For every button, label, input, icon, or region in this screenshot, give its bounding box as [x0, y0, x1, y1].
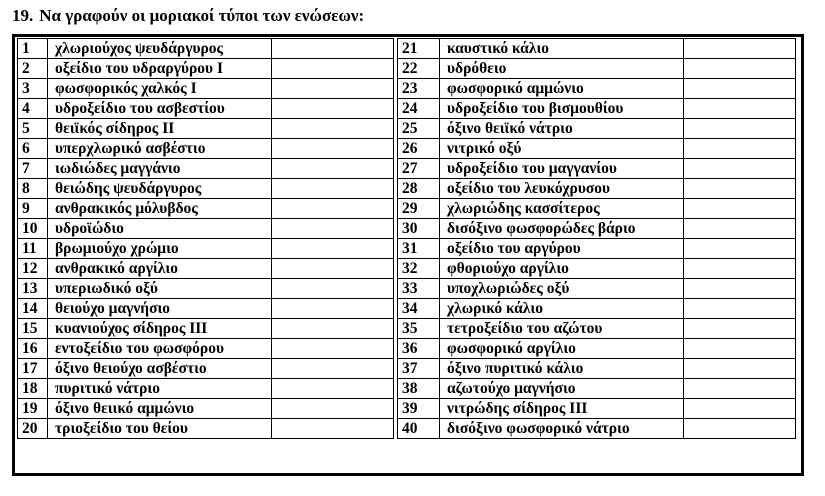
exercise-number: 19. — [12, 6, 34, 25]
compound-name: οξείδιο του λευκόχρυσου — [440, 179, 684, 199]
formula-answer-cell[interactable] — [684, 59, 796, 79]
table-row — [18, 339, 796, 359]
formula-answer-cell[interactable] — [684, 199, 796, 219]
table-row — [18, 99, 796, 119]
compound-name: όξινο θειούχο ασβέστιο — [48, 359, 272, 379]
compounds-table-frame — [12, 34, 804, 476]
compound-number: 4 — [18, 99, 48, 119]
compound-name: τριοξείδιο του θείου — [48, 419, 272, 439]
compound-number: 17 — [18, 359, 48, 379]
compound-name: υποχλωριώδες οξύ — [440, 279, 684, 299]
formula-answer-cell[interactable] — [684, 99, 796, 119]
formula-answer-cell[interactable] — [272, 99, 394, 119]
compound-name: υδρόθειο — [440, 59, 684, 79]
table-row — [18, 239, 796, 259]
compound-name: δισόξινο φωσφορικό νάτριο — [440, 419, 684, 439]
compound-number: 22 — [398, 59, 440, 79]
compound-name: οξείδιο του υδραργύρου Ι — [48, 59, 272, 79]
compound-number: 11 — [18, 239, 48, 259]
compound-number: 30 — [398, 219, 440, 239]
formula-answer-cell[interactable] — [272, 319, 394, 339]
formula-answer-cell[interactable] — [272, 199, 394, 219]
compound-number: 19 — [18, 399, 48, 419]
formula-answer-cell[interactable] — [684, 39, 796, 59]
formula-answer-cell[interactable] — [272, 359, 394, 379]
compound-name: θειούχο μαγνήσιο — [48, 299, 272, 319]
table-row — [18, 379, 796, 399]
compound-name: φωσφορικό αμμώνιο — [440, 79, 684, 99]
compound-name: υπερχλωρικό ασβέστιο — [48, 139, 272, 159]
compound-number: 29 — [398, 199, 440, 219]
exercise-instruction: Να γραφούν οι μοριακοί τύποι των ενώσεων: — [39, 6, 365, 25]
compound-number: 13 — [18, 279, 48, 299]
table-row — [18, 119, 796, 139]
compound-number: 32 — [398, 259, 440, 279]
compound-name: υδροξείδιο του μαγγανίου — [440, 159, 684, 179]
formula-answer-cell[interactable] — [684, 299, 796, 319]
compound-number: 18 — [18, 379, 48, 399]
compound-number: 15 — [18, 319, 48, 339]
compound-number: 38 — [398, 379, 440, 399]
formula-answer-cell[interactable] — [272, 139, 394, 159]
compound-number: 20 — [18, 419, 48, 439]
formula-answer-cell[interactable] — [272, 219, 394, 239]
formula-answer-cell[interactable] — [272, 119, 394, 139]
compound-number: 26 — [398, 139, 440, 159]
formula-answer-cell[interactable] — [272, 39, 394, 59]
compound-number: 25 — [398, 119, 440, 139]
formula-answer-cell[interactable] — [684, 419, 796, 439]
compound-number: 39 — [398, 399, 440, 419]
compound-name: υδροϊώδιο — [48, 219, 272, 239]
compound-name: θειϊκός σίδηρος ΙΙ — [48, 119, 272, 139]
compound-number: 8 — [18, 179, 48, 199]
formula-answer-cell[interactable] — [684, 119, 796, 139]
compound-name: κυανιούχος σίδηρος ΙΙΙ — [48, 319, 272, 339]
compound-number: 10 — [18, 219, 48, 239]
formula-answer-cell[interactable] — [272, 399, 394, 419]
formula-answer-cell[interactable] — [684, 179, 796, 199]
formula-answer-cell[interactable] — [272, 379, 394, 399]
formula-answer-cell[interactable] — [272, 419, 394, 439]
compound-name: πυριτικό νάτριο — [48, 379, 272, 399]
compound-number: 1 — [18, 39, 48, 59]
table-row — [18, 79, 796, 99]
compound-number: 35 — [398, 319, 440, 339]
compound-name: υδροξείδιο του βισμουθίου — [440, 99, 684, 119]
compound-number: 40 — [398, 419, 440, 439]
compound-number: 5 — [18, 119, 48, 139]
formula-answer-cell[interactable] — [272, 279, 394, 299]
compound-number: 12 — [18, 259, 48, 279]
table-row — [18, 399, 796, 419]
formula-answer-cell[interactable] — [272, 239, 394, 259]
compound-name: τετροξείδιο του αζώτου — [440, 319, 684, 339]
table-row — [18, 139, 796, 159]
compound-number: 14 — [18, 299, 48, 319]
table-row — [18, 39, 796, 59]
compound-name: εντοξείδιο του φωσφόρου — [48, 339, 272, 359]
formula-answer-cell[interactable] — [272, 179, 394, 199]
table-row — [18, 199, 796, 219]
table-row — [18, 259, 796, 279]
compound-name: ιωδιώδες μαγγάνιο — [48, 159, 272, 179]
formula-answer-cell[interactable] — [684, 399, 796, 419]
table-row — [18, 299, 796, 319]
compound-name: ανθρακικό αργίλιο — [48, 259, 272, 279]
compound-name: βρωμιούχο χρώμιο — [48, 239, 272, 259]
compound-name: καυστικό κάλιο — [440, 39, 684, 59]
compound-name: φωσφορικό αργίλιο — [440, 339, 684, 359]
compounds-table — [17, 38, 796, 439]
formula-answer-cell[interactable] — [272, 79, 394, 99]
table-row — [18, 59, 796, 79]
compound-number: 9 — [18, 199, 48, 219]
compound-number: 21 — [398, 39, 440, 59]
formula-answer-cell[interactable] — [684, 239, 796, 259]
formula-answer-cell[interactable] — [684, 159, 796, 179]
table-row — [18, 279, 796, 299]
compound-name: ανθρακικός μόλυβδος — [48, 199, 272, 219]
table-row — [18, 419, 796, 439]
formula-answer-cell[interactable] — [684, 219, 796, 239]
compound-number: 37 — [398, 359, 440, 379]
formula-answer-cell[interactable] — [272, 59, 394, 79]
compound-name: όξινο πυριτικό κάλιο — [440, 359, 684, 379]
compound-number: 34 — [398, 299, 440, 319]
table-row — [18, 159, 796, 179]
table-row — [18, 319, 796, 339]
compound-name: νιτρώδης σίδηρος ΙΙΙ — [440, 399, 684, 419]
table-row — [18, 179, 796, 199]
compound-number: 31 — [398, 239, 440, 259]
formula-answer-cell[interactable] — [684, 379, 796, 399]
compound-name: χλωριούχος ψευδάργυρος — [48, 39, 272, 59]
compound-name: φωσφορικός χαλκός Ι — [48, 79, 272, 99]
compound-number: 6 — [18, 139, 48, 159]
formula-answer-cell[interactable] — [272, 339, 394, 359]
compound-number: 16 — [18, 339, 48, 359]
compound-name: δισόξινο φωσφορώδες βάριο — [440, 219, 684, 239]
formula-answer-cell[interactable] — [272, 159, 394, 179]
table-row — [18, 359, 796, 379]
compound-number: 36 — [398, 339, 440, 359]
compound-name: νιτρικό οξύ — [440, 139, 684, 159]
compound-name: χλωριώδης κασσίτερος — [440, 199, 684, 219]
formula-answer-cell[interactable] — [684, 79, 796, 99]
formula-answer-cell[interactable] — [684, 279, 796, 299]
formula-answer-cell[interactable] — [272, 259, 394, 279]
compound-number: 2 — [18, 59, 48, 79]
exercise-title — [12, 6, 364, 26]
compound-number: 3 — [18, 79, 48, 99]
formula-answer-cell[interactable] — [684, 359, 796, 379]
formula-answer-cell[interactable] — [684, 139, 796, 159]
formula-answer-cell[interactable] — [272, 299, 394, 319]
compound-number: 27 — [398, 159, 440, 179]
formula-answer-cell[interactable] — [684, 319, 796, 339]
formula-answer-cell[interactable] — [684, 259, 796, 279]
compound-name: φθοριούχο αργίλιο — [440, 259, 684, 279]
compound-number: 7 — [18, 159, 48, 179]
compound-name: όξινο θειικό αμμώνιο — [48, 399, 272, 419]
compound-name: όξινο θειϊκό νάτριο — [440, 119, 684, 139]
compound-name: αζωτούχο μαγνήσιο — [440, 379, 684, 399]
compound-name: χλωρικό κάλιο — [440, 299, 684, 319]
table-row — [18, 219, 796, 239]
compound-name: θειώδης ψευδάργυρος — [48, 179, 272, 199]
compound-name: οξείδιο του αργύρου — [440, 239, 684, 259]
compound-number: 33 — [398, 279, 440, 299]
compound-name: υπεριωδικό οξύ — [48, 279, 272, 299]
compound-number: 28 — [398, 179, 440, 199]
compound-name: υδροξείδιο του ασβεστίου — [48, 99, 272, 119]
formula-answer-cell[interactable] — [684, 339, 796, 359]
compound-number: 24 — [398, 99, 440, 119]
compound-number: 23 — [398, 79, 440, 99]
